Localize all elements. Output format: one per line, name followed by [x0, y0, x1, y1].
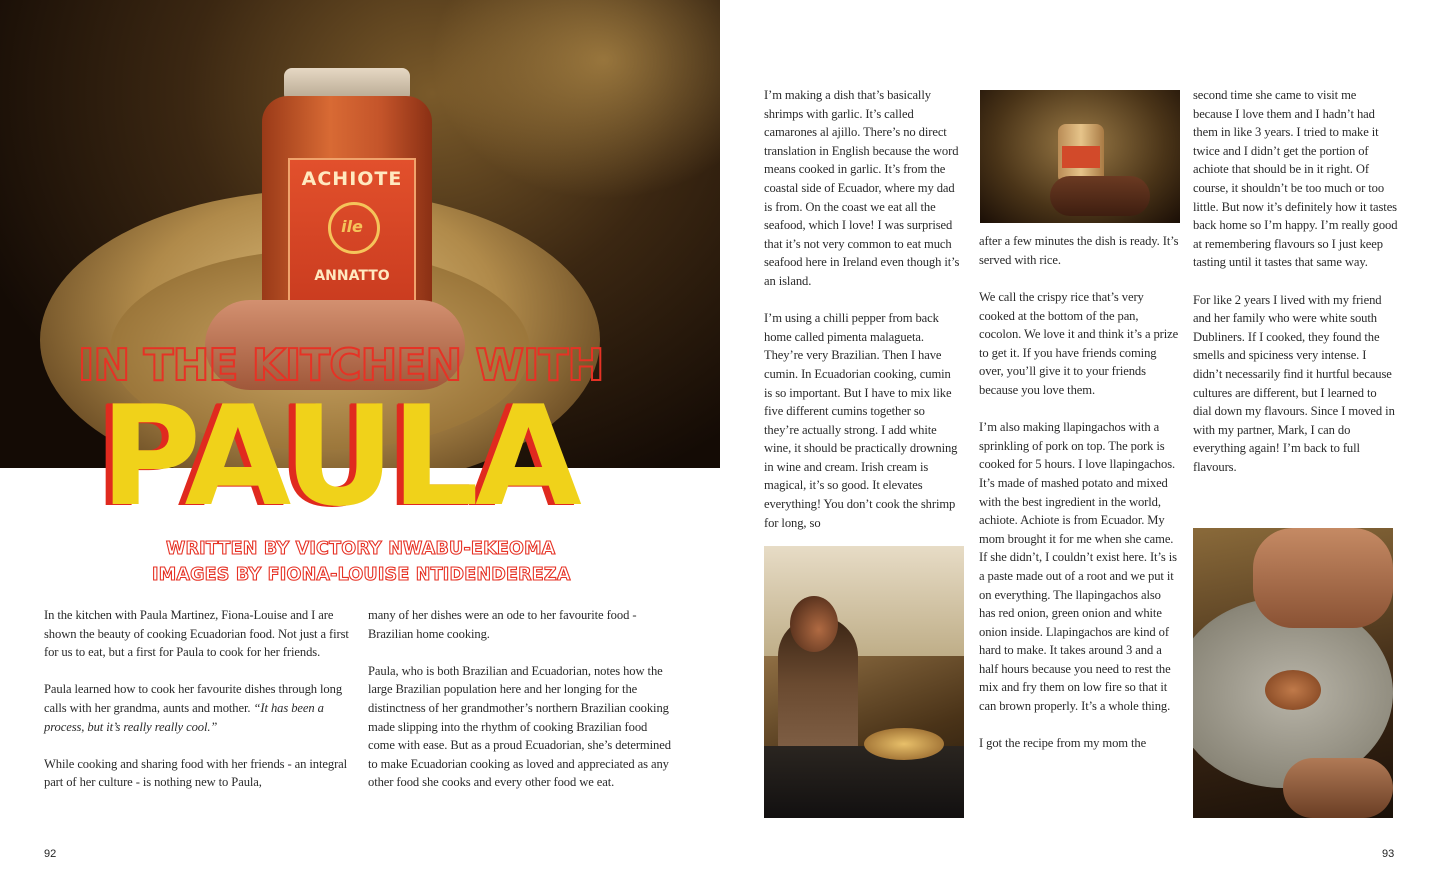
- photo-hand: [1050, 176, 1150, 216]
- photo-plated-dish: [1193, 528, 1393, 818]
- paragraph: While cooking and sharing food with her friends - an integral part of her culture - is nothing new to Paula,: [44, 756, 348, 790]
- paragraph: For like 2 years I lived with my friend and her family who were white south Dubliners. If I cooked, they found the smells and spiciness very intense. I didn’t necessarily find it hurtful because cultures are different, but I learned to dial down my flavours. Since I moved in with my partner, Mark, I can do everything again! I’m back to full flavours.: [1193, 292, 1395, 474]
- title-name: PAULA: [100, 376, 578, 537]
- photo-hand-holding-jar: [980, 90, 1180, 223]
- left-column-2: [368, 606, 673, 792]
- frying-pan: [864, 728, 944, 760]
- hand-garnishing: [1253, 528, 1393, 628]
- jar-logo-text: ile: [341, 217, 363, 236]
- jar-label: [288, 158, 416, 312]
- paragraph: I’m making a dish that’s basically shrimps with garlic. It’s called camarones al ajillo. There’s no direct translation in English because the word means cooked in garlic. It’s from the coastal side of Ecuador, where my dad is from. On the coast we eat all the seafood, which I love! I was surprised that it’s not very common to eat much seafood here in Ireland even though it’s an island.: [764, 88, 960, 288]
- jar-subtitle: ANNATTO: [314, 268, 390, 284]
- right-column-2: [979, 288, 1179, 753]
- right-column-3: [1193, 86, 1398, 476]
- paragraph: I’m using a chilli pepper from back home called pimenta malagueta. They’re very Brazilian. Then I have cumin. In Ecuadorian cooking, cumin is so important. But I have to mix like five different cumins together so they’re actually strong. I add white wine, it should be practically drowning in wine and cream. Irish cream is magical, it’s so good. It elevates everything! You don’t cook the shrimp for long, so: [764, 311, 958, 530]
- paragraph: I’m also making llapingachos with a sprinkling of pork on top. The pork is cooked for 5 hours. I love llapingachos. It’s made of mashed potato and mixed with the best ingredient in the world, achiote. Achiote is from Ecuador. My mom brought it for me when she came. If she didn’t, I couldn’t exist here. It’s is a paste made out of a root and we put it on everything. The llapingachos also has red onion, green onion and white onion inside. Llapingachos are kind of hard to make. It takes around 3 and a half hours because you need to rest the mix and fry them on low fire so that it can brown properly. It’s a whole thing.: [979, 420, 1177, 714]
- kitchen-counter: [764, 746, 964, 818]
- paragraph: Paula, who is both Brazilian and Ecuadorian, notes how the large Brazilian population here and her longing for the distinctness of her grandmother’s northern Brazilian cooking made slipping into the rhythm of cooking Brazilian food come with ease. But as a proud Ecuadorian, she’s determined to make Ecuadorian cooking as loved and appreciated as any other food she cooks and every other food we eat.: [368, 663, 671, 790]
- pull-quote: “It has been a process, but it’s really really cool.”: [44, 700, 324, 734]
- page-number-left: 92: [44, 848, 57, 860]
- photo-jar-label: [1062, 146, 1100, 168]
- paragraph: We call the crispy rice that’s very cooked at the bottom of the pan, cocolon. We love it and think it’s a prize to get it. If you have friends coming over, you’ll give it to your friends because you love them.: [979, 290, 1179, 397]
- page-number-right: 93: [1382, 848, 1395, 860]
- left-column-1: [44, 606, 349, 792]
- right-column-1: [764, 86, 960, 532]
- paragraph: In the kitchen with Paula Martinez, Fiona-Louise and I are shown the beauty of cooking Ecuadorian food. Not just a first for us to eat, but a first for Paula to cook for her friends.: [44, 608, 349, 660]
- paragraph: [44, 680, 349, 736]
- title-kicker: IN THE KITCHEN WITH: [78, 340, 604, 391]
- jar-brand: ACHIOTE: [301, 168, 403, 190]
- photographer-credit: IMAGES BY FIONA-LOUISE NTIDENDEREZA: [152, 565, 571, 585]
- paragraph: I got the recipe from my mom the: [979, 736, 1147, 751]
- hand-holding-plate: [1283, 758, 1393, 818]
- llapingacho: [1265, 670, 1321, 710]
- paragraph: after a few minutes the dish is ready. It’s served with rice.: [979, 234, 1179, 267]
- writer-credit: WRITTEN BY VICTORY NWABU-EKEOMA: [166, 539, 556, 559]
- paragraph: many of her dishes were an ode to her favourite food - Brazilian home cooking.: [368, 608, 637, 641]
- photo-paula-cooking: [764, 546, 964, 818]
- person-head: [790, 596, 838, 652]
- right-column-2-top: [979, 232, 1179, 269]
- paragraph-text: Paula learned how to cook her favourite dishes through long calls with her grandma, aunts and mother.: [44, 682, 343, 715]
- background-light: [430, 0, 720, 200]
- paragraph: second time she came to visit me because I love them and I hadn’t had them in like 3 years. I tried to make it twice and I didn’t get the portion of achiote that should be in it right. Of course, it shouldn’t be too much or too little. But now it’s definitely how it tastes back home so I’m happy. I’m really good at remembering flavours so I just keep tasting until it tastes that same way.: [1193, 88, 1398, 270]
